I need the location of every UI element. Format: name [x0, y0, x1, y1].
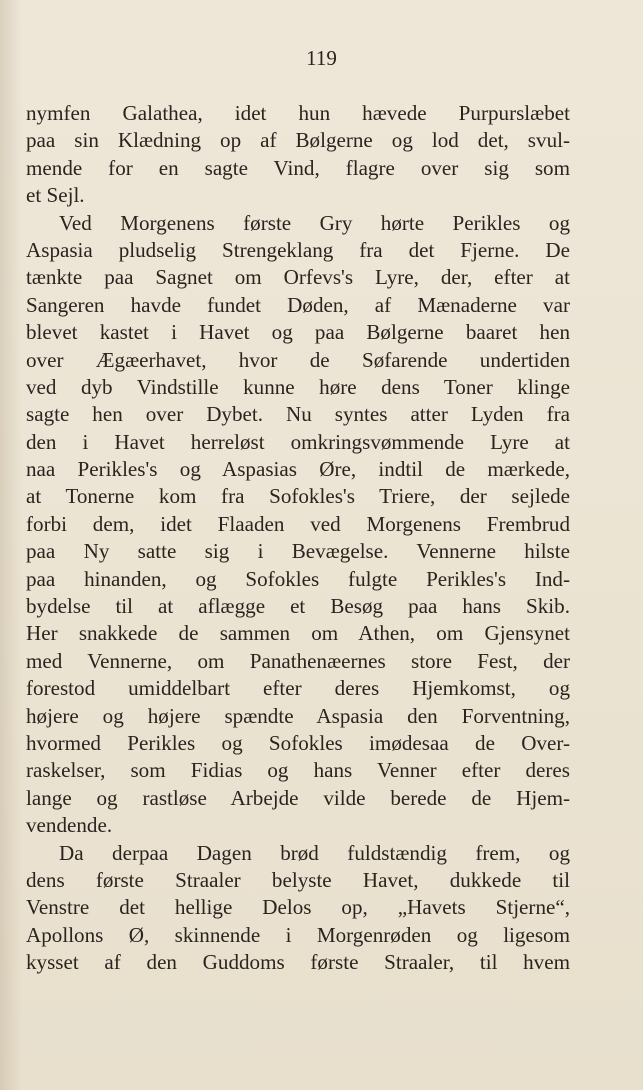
text-line: naa Perikles's og Aspasias Øre, indtil de mærkede, — [26, 457, 570, 482]
text-line: hvormed Perikles og Sofokles imødesaa de Over- — [26, 730, 570, 755]
text-line: med Vennerne, om Panathenæernes store Fest, der — [26, 648, 570, 673]
text-line: forbi dem, idet Flaaden ved Morgenens Frembrud — [26, 511, 570, 536]
text-line: højere og højere spændte Aspasia den Forventning, — [26, 703, 570, 728]
text-line: Ved Morgenens første Gry hørte Perikles og — [59, 210, 570, 235]
body-text — [26, 100, 570, 977]
text-line: paa Ny satte sig i Bevægelse. Vennerne hilste — [26, 539, 570, 564]
text-line: Her snakkede de sammen om Athen, om Gjensynet — [26, 621, 570, 646]
text-line: Venstre det hellige Delos op, „Havets Stjerne“, — [26, 895, 570, 920]
text-line: den i Havet herreløst omkringsvømmende Lyre at — [26, 429, 570, 454]
text-line: blevet kastet i Havet og paa Bølgerne baaret hen — [26, 320, 570, 345]
text-line: at Tonerne kom fra Sofokles's Triere, der sejlede — [26, 484, 570, 509]
page-number: 119 — [306, 46, 337, 70]
text-line: Da derpaa Dagen brød fuldstændig frem, og — [59, 840, 570, 865]
text-line: sagte hen over Dybet. Nu syntes atter Lyden fra — [26, 402, 570, 427]
text-line: raskelser, som Fidias og hans Venner efter deres — [26, 758, 570, 783]
text-line: vendende. — [26, 813, 113, 838]
text-line: kysset af den Guddoms første Straaler, til hvem — [26, 950, 570, 975]
text-line: lange og rastløse Arbejde vilde berede de Hjem- — [26, 785, 570, 810]
text-line: bydelse til at aflægge et Besøg paa hans Skib. — [26, 594, 570, 619]
text-line: ved dyb Vindstille kunne høre dens Toner klinge — [26, 374, 570, 399]
text-line: forestod umiddelbart efter deres Hjemkomst, og — [26, 676, 570, 701]
text-line: dens første Straaler belyste Havet, dukkede til — [26, 867, 570, 892]
text-line: et Sejl. — [26, 183, 85, 208]
text-line: Sangeren havde fundet Døden, af Mænaderne var — [26, 292, 570, 317]
text-line: paa hinanden, og Sofokles fulgte Perikles's Ind- — [26, 566, 570, 591]
text-line: tænkte paa Sagnet om Orfevs's Lyre, der, efter at — [26, 265, 570, 290]
text-line: paa sin Klædning op af Bølgerne og lod det, svul- — [26, 128, 570, 153]
text-line: nymfen Galathea, idet hun hævede Purpurslæbet — [26, 101, 570, 125]
text-line: Aspasia pludselig Strengeklang fra det Fjerne. De — [26, 237, 570, 262]
text-line: mende for en sagte Vind, flagre over sig som — [26, 155, 570, 180]
text-line: over Ægæerhavet, hvor de Søfarende undertiden — [26, 347, 570, 372]
text-line: Apollons Ø, skinnende i Morgenrøden og ligesom — [26, 922, 570, 947]
